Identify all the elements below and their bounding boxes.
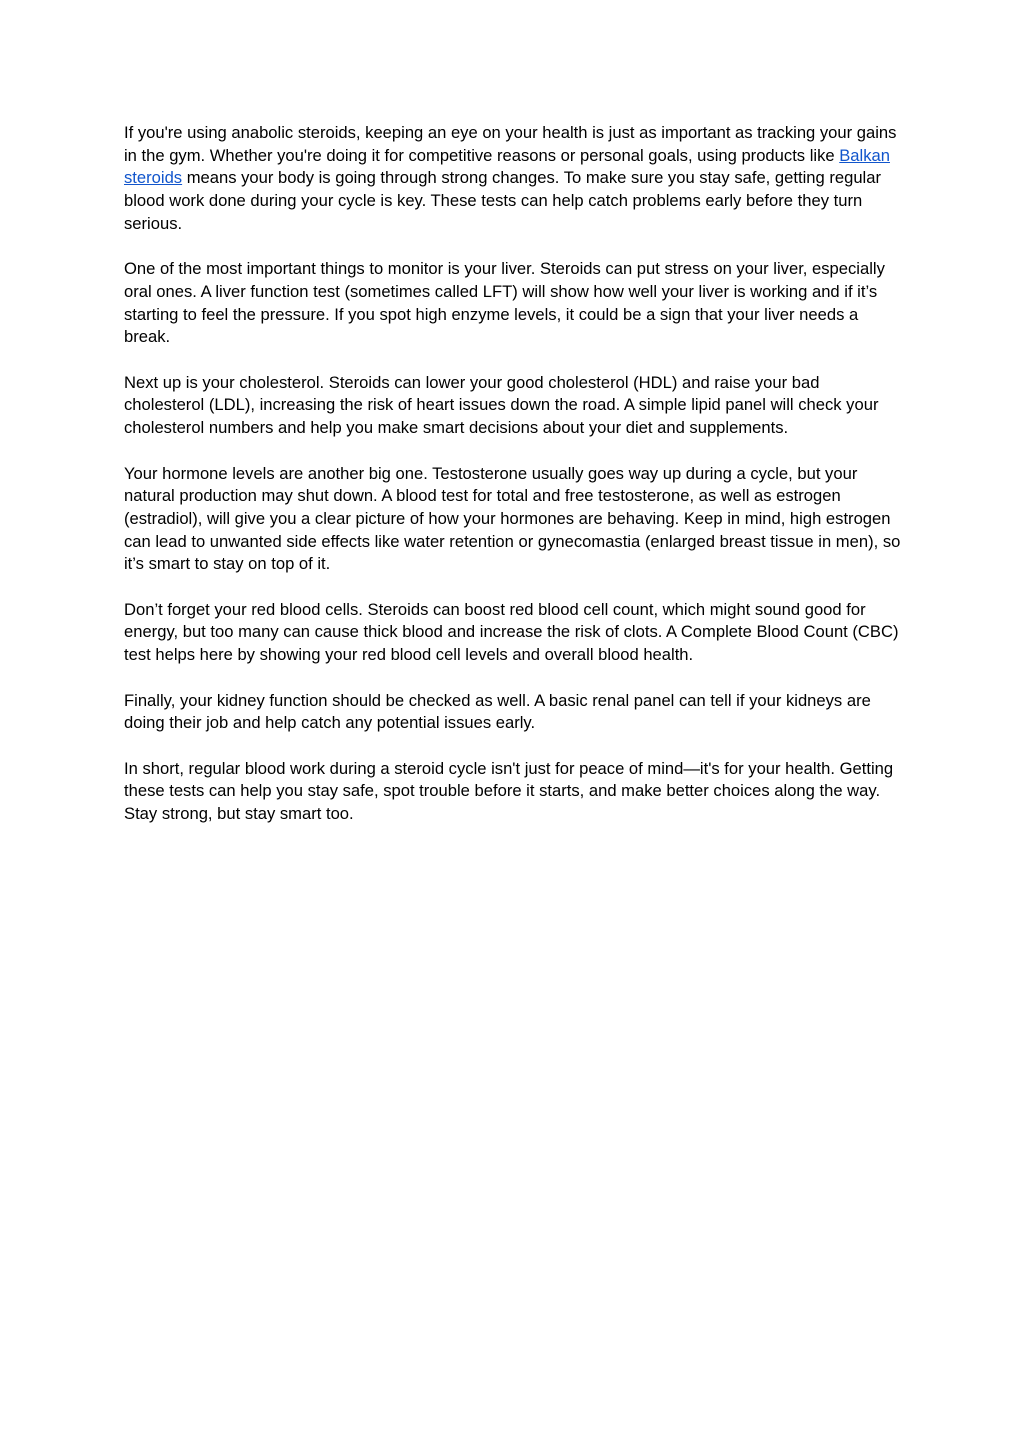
document-body: [124, 122, 904, 848]
paragraph-hormones: Your hormone levels are another big one. Testosterone usually goes way up during a cycle, but your natural production may shut down. A blood test for total and free testosterone, as well as estrogen (estradiol), will give you a clear picture of how your hormones are behaving. Keep in mind, high estrogen can lead to unwanted side effects like water retention or gynecomastia (enlarged breast tissue in men), so it’s smart to stay on top of it.: [124, 463, 901, 574]
intro-text-before-link: If you're using anabolic steroids, keeping an eye on your health is just as important as tracking your gains in the gym. Whether you're doing it for competitive reasons or personal goals, using products like: [124, 123, 897, 165]
balkan-steroids-link[interactable]: Balkan steroids: [124, 145, 890, 188]
paragraph-red-blood-cells: Don’t forget your red blood cells. Steroids can boost red blood cell count, which might sound good for energy, but too many can cause thick blood and increase the risk of clots. A Complete Blood Count (CBC) test helps here by showing your red blood cell levels and overall blood health.: [124, 599, 899, 665]
paragraph-conclusion: In short, regular blood work during a steroid cycle isn't just for peace of mind—it's for your health. Getting these tests can help you stay safe, spot trouble before it starts, and make better choices along the way. Stay strong, but stay smart too.: [124, 758, 894, 823]
paragraph-liver: One of the most important things to monitor is your liver. Steroids can put stress on your liver, especially oral ones. A liver function test (sometimes called LFT) will show how well your liver is working and if it’s starting to feel the pressure. If you spot high enzyme levels, it could be a sign that your liver needs a break.: [124, 259, 885, 347]
paragraph-cholesterol: Next up is your cholesterol. Steroids can lower your good cholesterol (HDL) and raise your bad cholesterol (LDL), increasing the risk of heart issues down the road. A simple lipid panel will check your cholesterol numbers and help you make smart decisions about your diet and supplements.: [124, 372, 879, 438]
paragraph-kidney: Finally, your kidney function should be checked as well. A basic renal panel can tell if your kidneys are doing their job and help catch any potential issues early.: [124, 690, 871, 733]
intro-text-after-link: means your body is going through strong changes. To make sure you stay safe, getting regular blood work done during your cycle is key. These tests can help catch problems early before they turn serious.: [124, 168, 881, 233]
paragraph-intro: [124, 122, 904, 236]
